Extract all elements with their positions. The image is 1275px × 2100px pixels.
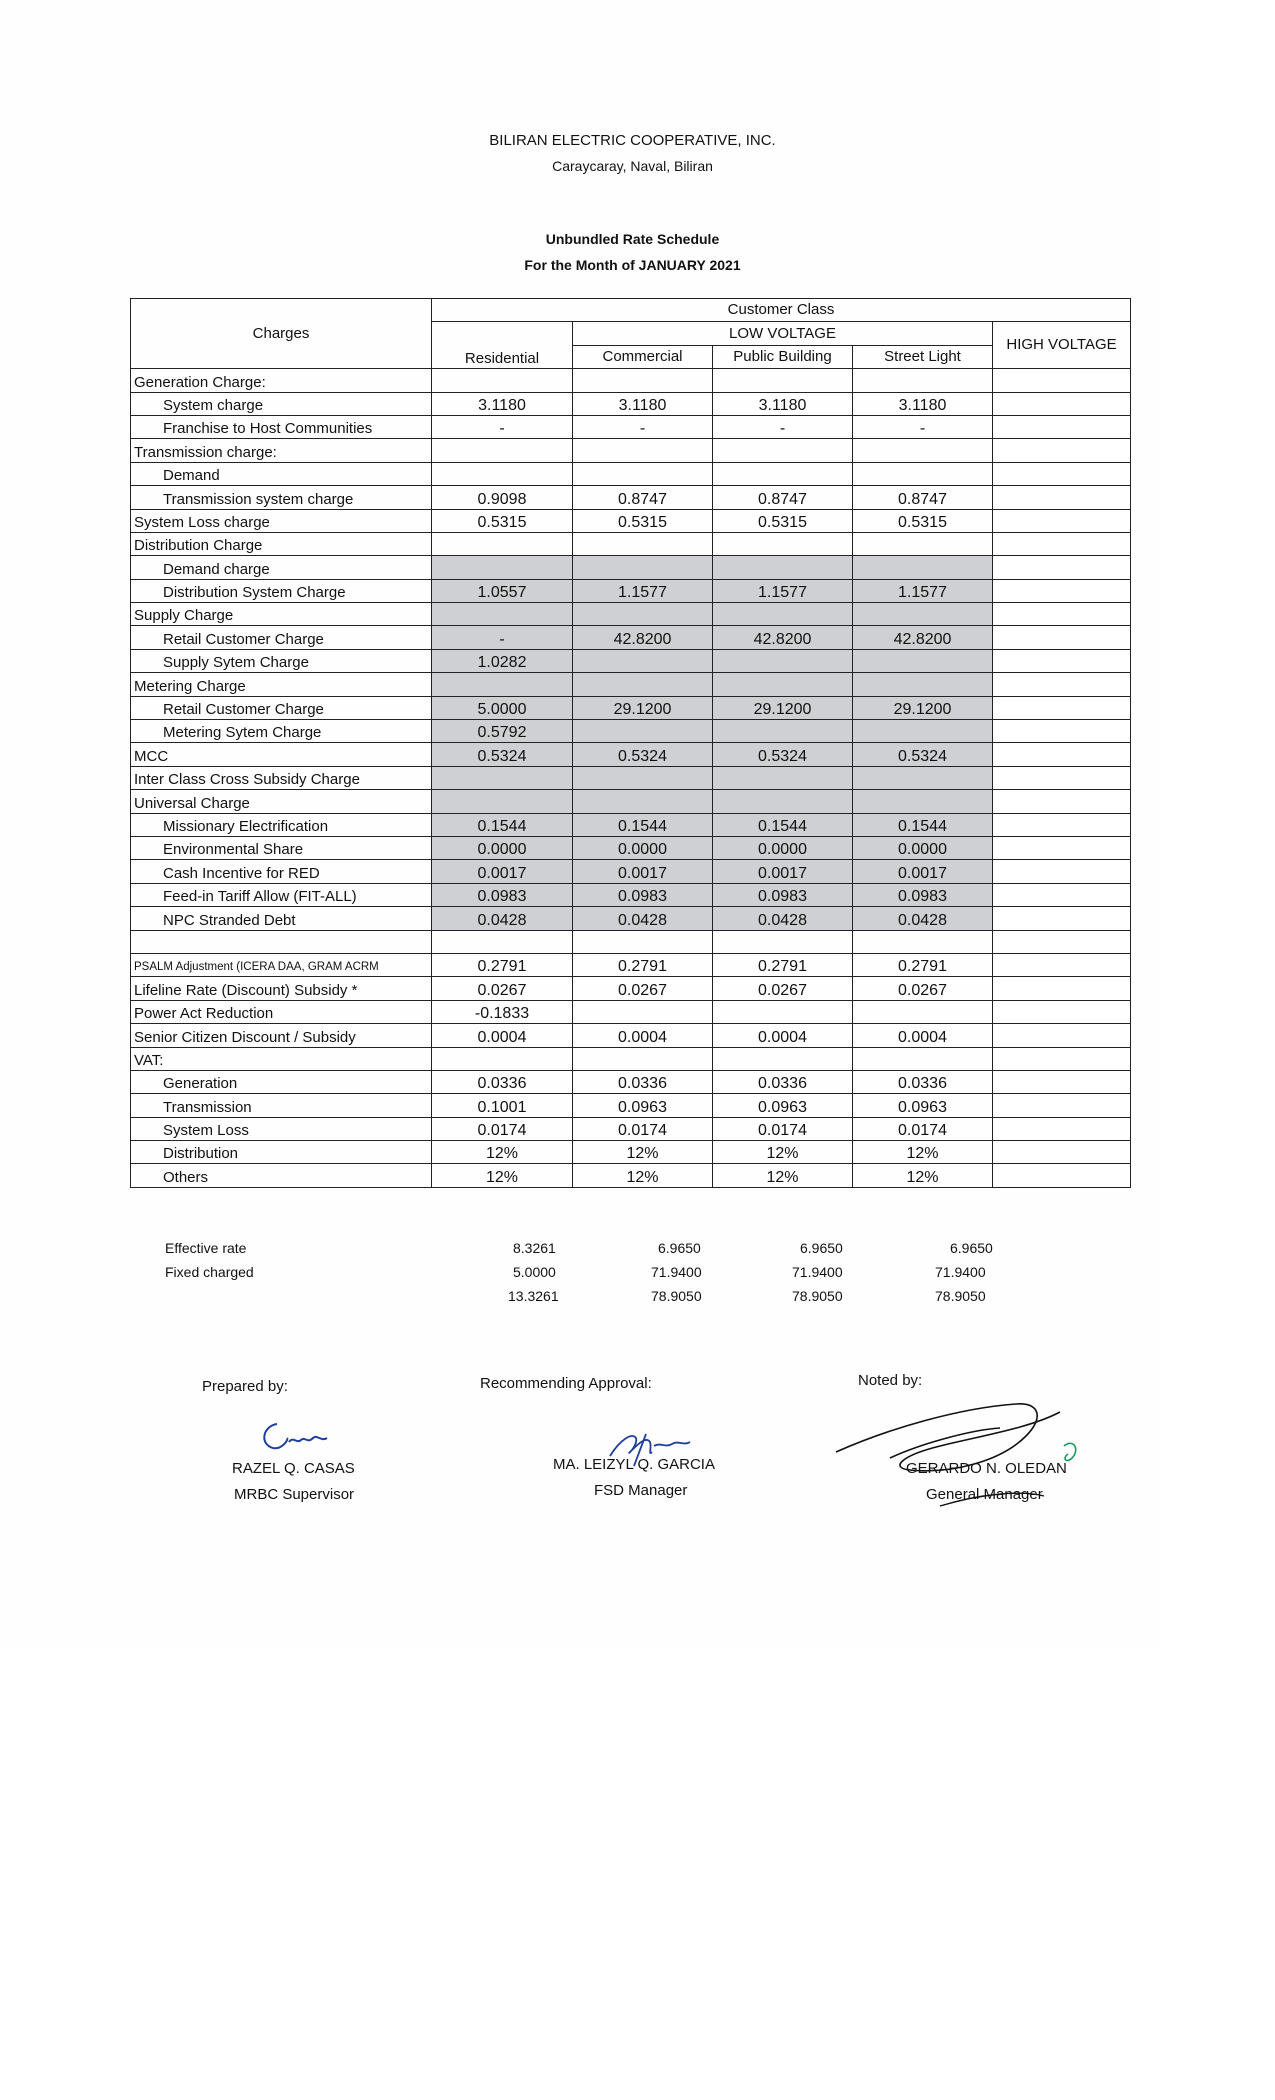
rate-cell: 0.0017	[432, 860, 573, 883]
rate-cell: 29.1200	[853, 696, 993, 719]
rate-schedule-table	[130, 298, 1131, 1188]
table-row	[131, 1024, 1131, 1047]
rate-cell: -	[432, 415, 573, 438]
high-voltage-cell	[993, 1047, 1131, 1070]
row-label: Distribution	[131, 1141, 432, 1164]
high-voltage-cell	[993, 556, 1131, 579]
fixed-charged-residential: 5.0000	[513, 1264, 556, 1280]
rate-cell: 0.0004	[573, 1024, 713, 1047]
rate-cell	[432, 766, 573, 789]
rate-cell: 0.0428	[713, 907, 853, 930]
rate-cell: 0.0267	[432, 977, 573, 1000]
rate-cell	[573, 603, 713, 626]
rate-cell	[853, 720, 993, 743]
rate-cell: 0.0000	[432, 836, 573, 859]
rate-cell: 0.8747	[713, 486, 853, 509]
rate-cell	[573, 439, 713, 462]
rate-cell: 1.0282	[432, 649, 573, 672]
rate-cell: 12%	[713, 1164, 853, 1187]
high-voltage-cell	[993, 836, 1131, 859]
row-label: Cash Incentive for RED	[131, 860, 432, 883]
row-label: NPC Stranded Debt	[131, 907, 432, 930]
rate-cell	[573, 1000, 713, 1023]
table-row	[131, 556, 1131, 579]
high-voltage-cell	[993, 1117, 1131, 1140]
rate-cell: 0.0004	[853, 1024, 993, 1047]
rate-cell: 0.0983	[573, 883, 713, 906]
document-period: For the Month of JANUARY 2021	[524, 257, 741, 273]
row-label: VAT:	[131, 1047, 432, 1070]
rate-cell: 0.5315	[432, 509, 573, 532]
high-voltage-cell	[993, 649, 1131, 672]
rate-cell: 0.0174	[573, 1117, 713, 1140]
high-voltage-cell	[993, 766, 1131, 789]
rate-cell	[853, 766, 993, 789]
rate-cell	[432, 462, 573, 485]
table-row	[131, 720, 1131, 743]
high-voltage-header: HIGH VOLTAGE	[993, 322, 1131, 369]
rate-cell: 12%	[853, 1164, 993, 1187]
rate-cell: 0.1544	[432, 813, 573, 836]
table-row	[131, 696, 1131, 719]
table-row	[131, 369, 1131, 392]
rate-cell	[713, 649, 853, 672]
rate-cell: 0.0983	[713, 883, 853, 906]
row-label: System Loss	[131, 1117, 432, 1140]
table-row	[131, 1000, 1131, 1023]
prepared-by-name: RAZEL Q. CASAS	[232, 1460, 355, 1477]
rate-cell: 0.0336	[432, 1070, 573, 1093]
charges-header: Charges	[131, 299, 432, 369]
row-label: Retail Customer Charge	[131, 696, 432, 719]
total-residential: 13.3261	[508, 1288, 559, 1304]
table-row	[131, 579, 1131, 602]
row-label: Demand charge	[131, 556, 432, 579]
rate-cell	[713, 930, 853, 953]
rate-cell: 0.0983	[432, 883, 573, 906]
table-row	[131, 603, 1131, 626]
rate-cell: -	[573, 415, 713, 438]
rate-cell: 0.0336	[573, 1070, 713, 1093]
rate-cell: 0.0963	[713, 1094, 853, 1117]
rate-cell: 5.0000	[432, 696, 573, 719]
rate-cell: 12%	[573, 1141, 713, 1164]
rate-cell	[853, 603, 993, 626]
rate-cell	[853, 532, 993, 555]
rate-cell: 29.1200	[713, 696, 853, 719]
high-voltage-cell	[993, 860, 1131, 883]
table-row	[131, 673, 1131, 696]
row-label: System Loss charge	[131, 509, 432, 532]
rate-cell: 29.1200	[573, 696, 713, 719]
rate-cell: 12%	[853, 1141, 993, 1164]
document-title: Unbundled Rate Schedule	[545, 231, 720, 247]
rate-cell: 0.0428	[573, 907, 713, 930]
table-row	[131, 415, 1131, 438]
rate-cell: 0.5324	[573, 743, 713, 766]
effective-rate-commercial: 6.9650	[658, 1240, 701, 1256]
rate-cell: 0.0000	[853, 836, 993, 859]
table-header-row	[131, 299, 1131, 322]
row-label	[131, 930, 432, 953]
high-voltage-cell	[993, 626, 1131, 649]
rate-cell: 0.0004	[713, 1024, 853, 1047]
row-label: Lifeline Rate (Discount) Subsidy *	[131, 977, 432, 1000]
table-row	[131, 1070, 1131, 1093]
high-voltage-cell	[993, 415, 1131, 438]
rate-cell	[853, 462, 993, 485]
rate-cell: 0.8747	[853, 486, 993, 509]
fixed-charged-label: Fixed charged	[165, 1264, 254, 1280]
table-row	[131, 486, 1131, 509]
rate-cell: 0.5324	[432, 743, 573, 766]
rate-cell: 42.8200	[853, 626, 993, 649]
rate-cell	[432, 369, 573, 392]
high-voltage-cell	[993, 579, 1131, 602]
rate-cell	[573, 649, 713, 672]
rate-cell: 0.1544	[713, 813, 853, 836]
rate-cell	[573, 930, 713, 953]
rate-cell: 0.0174	[432, 1117, 573, 1140]
rate-summary	[130, 1240, 1130, 1312]
rate-cell	[573, 1047, 713, 1070]
rate-cell: 0.5315	[573, 509, 713, 532]
total-street-light: 78.9050	[935, 1288, 986, 1304]
rate-cell: 3.1180	[713, 392, 853, 415]
rate-cell: 0.0963	[853, 1094, 993, 1117]
table-row	[131, 766, 1131, 789]
rate-cell	[432, 1047, 573, 1070]
rate-cell	[853, 1047, 993, 1070]
rate-cell	[713, 766, 853, 789]
high-voltage-cell	[993, 532, 1131, 555]
public-building-header: Public Building	[713, 345, 853, 368]
high-voltage-cell	[993, 1070, 1131, 1093]
rate-cell	[853, 556, 993, 579]
rate-cell	[573, 673, 713, 696]
high-voltage-cell	[993, 720, 1131, 743]
row-label: Supply Sytem Charge	[131, 649, 432, 672]
rate-cell	[713, 720, 853, 743]
table-row	[131, 790, 1131, 813]
rate-cell	[573, 766, 713, 789]
high-voltage-cell	[993, 462, 1131, 485]
rate-cell: 0.0267	[853, 977, 993, 1000]
rate-cell	[432, 930, 573, 953]
row-label: Generation	[131, 1070, 432, 1093]
effective-rate-residential: 8.3261	[513, 1240, 556, 1256]
rate-cell	[573, 790, 713, 813]
effective-rate-label: Effective rate	[165, 1240, 247, 1256]
company-address: Caraycaray, Naval, Biliran	[552, 158, 713, 174]
rate-cell: 0.2791	[432, 953, 573, 976]
rate-cell: 0.5315	[853, 509, 993, 532]
high-voltage-cell	[993, 907, 1131, 930]
total-commercial: 78.9050	[651, 1288, 702, 1304]
low-voltage-header: LOW VOLTAGE	[573, 322, 993, 345]
high-voltage-cell	[993, 696, 1131, 719]
row-label: MCC	[131, 743, 432, 766]
noted-by-name: GERARDO N. OLEDAN	[906, 1460, 1067, 1477]
rate-cell: -	[713, 415, 853, 438]
table-row	[131, 883, 1131, 906]
high-voltage-cell	[993, 509, 1131, 532]
rate-cell	[573, 369, 713, 392]
rate-cell: 0.0267	[573, 977, 713, 1000]
residential-header: Residential	[432, 322, 573, 369]
rate-cell	[713, 369, 853, 392]
table-row	[131, 743, 1131, 766]
table-row	[131, 1141, 1131, 1164]
table-row	[131, 462, 1131, 485]
table-row	[131, 1047, 1131, 1070]
rate-cell	[573, 720, 713, 743]
rate-cell: 0.5315	[713, 509, 853, 532]
rate-cell: 0.2791	[713, 953, 853, 976]
rate-cell: 0.0017	[713, 860, 853, 883]
rate-cell: -0.1833	[432, 1000, 573, 1023]
row-label: Transmission system charge	[131, 486, 432, 509]
fixed-charged-public-building: 71.9400	[792, 1264, 843, 1280]
row-label: Metering Sytem Charge	[131, 720, 432, 743]
rate-cell	[853, 439, 993, 462]
row-label: Feed-in Tariff Allow (FIT-ALL)	[131, 883, 432, 906]
row-label: Transmission charge:	[131, 439, 432, 462]
rate-cell: 0.5324	[713, 743, 853, 766]
table-row	[131, 1094, 1131, 1117]
rate-cell	[713, 1047, 853, 1070]
high-voltage-cell	[993, 369, 1131, 392]
rate-cell	[713, 1000, 853, 1023]
rate-cell	[853, 649, 993, 672]
rate-cell	[853, 930, 993, 953]
rate-cell: 0.0174	[853, 1117, 993, 1140]
rate-cell	[432, 673, 573, 696]
rate-cell: 1.1577	[713, 579, 853, 602]
total-public-building: 78.9050	[792, 1288, 843, 1304]
recommending-name: MA. LEIZYL Q. GARCIA	[553, 1456, 715, 1473]
high-voltage-cell	[993, 1164, 1131, 1187]
high-voltage-cell	[993, 673, 1131, 696]
noted-by-title: General Manager	[926, 1486, 1043, 1503]
high-voltage-cell	[993, 813, 1131, 836]
high-voltage-cell	[993, 790, 1131, 813]
rate-cell: -	[853, 415, 993, 438]
rate-cell	[713, 556, 853, 579]
rate-cell: 0.1001	[432, 1094, 573, 1117]
rate-cell: 0.9098	[432, 486, 573, 509]
rate-cell: 3.1180	[432, 392, 573, 415]
row-label: Demand	[131, 462, 432, 485]
table-row	[131, 977, 1131, 1000]
commercial-header: Commercial	[573, 345, 713, 368]
rate-cell: -	[432, 626, 573, 649]
row-label: Inter Class Cross Subsidy Charge	[131, 766, 432, 789]
noted-by-caption: Noted by:	[858, 1372, 923, 1389]
row-label: Generation Charge:	[131, 369, 432, 392]
rate-cell: 0.2791	[573, 953, 713, 976]
rate-cell	[853, 1000, 993, 1023]
rate-cell: 12%	[713, 1141, 853, 1164]
high-voltage-cell	[993, 1000, 1131, 1023]
effective-rate-street-light: 6.9650	[950, 1240, 993, 1256]
rate-cell	[573, 462, 713, 485]
rate-cell: 0.0963	[573, 1094, 713, 1117]
effective-rate-row	[130, 1240, 1130, 1264]
rate-cell: 0.2791	[853, 953, 993, 976]
effective-rate-public-building: 6.9650	[800, 1240, 843, 1256]
rate-cell: 0.0000	[713, 836, 853, 859]
rate-cell: 0.0017	[573, 860, 713, 883]
rate-cell	[432, 439, 573, 462]
rate-cell	[432, 790, 573, 813]
rate-cell: 0.0428	[432, 907, 573, 930]
company-name: BILIRAN ELECTRIC COOPERATIVE, INC.	[489, 132, 776, 149]
row-label: Missionary Electrification	[131, 813, 432, 836]
rate-cell	[713, 532, 853, 555]
rate-cell: 0.0983	[853, 883, 993, 906]
total-row	[130, 1288, 1130, 1312]
row-label: Retail Customer Charge	[131, 626, 432, 649]
row-label: PSALM Adjustment (ICERA DAA, GRAM ACRM	[131, 953, 432, 976]
rate-cell	[853, 673, 993, 696]
row-label: Environmental Share	[131, 836, 432, 859]
rate-cell	[713, 790, 853, 813]
rate-cell: 0.0017	[853, 860, 993, 883]
table-row	[131, 930, 1131, 953]
rate-cell: 0.0267	[713, 977, 853, 1000]
high-voltage-cell	[993, 743, 1131, 766]
rate-cell	[573, 556, 713, 579]
rate-cell	[432, 556, 573, 579]
fixed-charged-street-light: 71.9400	[935, 1264, 986, 1280]
row-label: Senior Citizen Discount / Subsidy	[131, 1024, 432, 1047]
rate-cell: 0.1544	[853, 813, 993, 836]
high-voltage-cell	[993, 392, 1131, 415]
rate-cell	[573, 532, 713, 555]
table-row	[131, 1117, 1131, 1140]
street-light-header: Street Light	[853, 345, 993, 368]
rate-cell: 42.8200	[573, 626, 713, 649]
row-label: Franchise to Host Communities	[131, 415, 432, 438]
rate-cell: 0.1544	[573, 813, 713, 836]
high-voltage-cell	[993, 603, 1131, 626]
table-row	[131, 649, 1131, 672]
row-label: Others	[131, 1164, 432, 1187]
row-label: Transmission	[131, 1094, 432, 1117]
rate-cell	[713, 439, 853, 462]
rate-cell: 3.1180	[573, 392, 713, 415]
high-voltage-cell	[993, 439, 1131, 462]
prepared-by-caption: Prepared by:	[202, 1378, 288, 1395]
table-row	[131, 439, 1131, 462]
row-label: Distribution Charge	[131, 532, 432, 555]
rate-cell: 12%	[432, 1141, 573, 1164]
high-voltage-cell	[993, 953, 1131, 976]
rate-cell	[853, 790, 993, 813]
table-row	[131, 953, 1131, 976]
high-voltage-cell	[993, 1141, 1131, 1164]
fixed-charged-commercial: 71.9400	[651, 1264, 702, 1280]
table-row	[131, 860, 1131, 883]
table-row	[131, 907, 1131, 930]
rate-cell: 0.0174	[713, 1117, 853, 1140]
table-row	[131, 836, 1131, 859]
high-voltage-cell	[993, 883, 1131, 906]
row-label: Universal Charge	[131, 790, 432, 813]
high-voltage-cell	[993, 1094, 1131, 1117]
table-row	[131, 509, 1131, 532]
rate-cell: 3.1180	[853, 392, 993, 415]
casas-signature	[255, 1418, 335, 1458]
table-row	[131, 626, 1131, 649]
high-voltage-cell	[993, 486, 1131, 509]
rate-cell: 1.1577	[853, 579, 993, 602]
rate-cell	[713, 673, 853, 696]
rate-cell: 0.0336	[853, 1070, 993, 1093]
high-voltage-cell	[993, 977, 1131, 1000]
rate-cell: 0.5324	[853, 743, 993, 766]
rate-cell: 0.0000	[573, 836, 713, 859]
customer-class-header: Customer Class	[432, 299, 1131, 322]
table-row	[131, 392, 1131, 415]
row-label: Distribution System Charge	[131, 579, 432, 602]
rate-cell: 0.0336	[713, 1070, 853, 1093]
fixed-charged-row	[130, 1264, 1130, 1288]
rate-cell: 0.0428	[853, 907, 993, 930]
table-row	[131, 813, 1131, 836]
prepared-by-title: MRBC Supervisor	[234, 1486, 355, 1503]
row-label: Power Act Reduction	[131, 1000, 432, 1023]
rate-cell: 0.8747	[573, 486, 713, 509]
high-voltage-cell	[993, 1024, 1131, 1047]
rate-cell: 12%	[432, 1164, 573, 1187]
rate-cell	[432, 603, 573, 626]
recommending-title: FSD Manager	[594, 1482, 688, 1499]
rate-cell: 1.0557	[432, 579, 573, 602]
rate-cell: 0.0004	[432, 1024, 573, 1047]
rate-cell: 42.8200	[713, 626, 853, 649]
row-label: System charge	[131, 392, 432, 415]
table-row	[131, 1164, 1131, 1187]
table-row	[131, 532, 1131, 555]
high-voltage-cell	[993, 930, 1131, 953]
rate-cell: 12%	[573, 1164, 713, 1187]
row-label: Supply Charge	[131, 603, 432, 626]
rate-cell: 0.5792	[432, 720, 573, 743]
rate-cell	[713, 462, 853, 485]
row-label: Metering Charge	[131, 673, 432, 696]
rate-cell	[853, 369, 993, 392]
rate-cell	[432, 532, 573, 555]
rate-cell	[713, 603, 853, 626]
rate-cell: 1.1577	[573, 579, 713, 602]
recommending-approval-caption: Recommending Approval:	[480, 1375, 652, 1392]
